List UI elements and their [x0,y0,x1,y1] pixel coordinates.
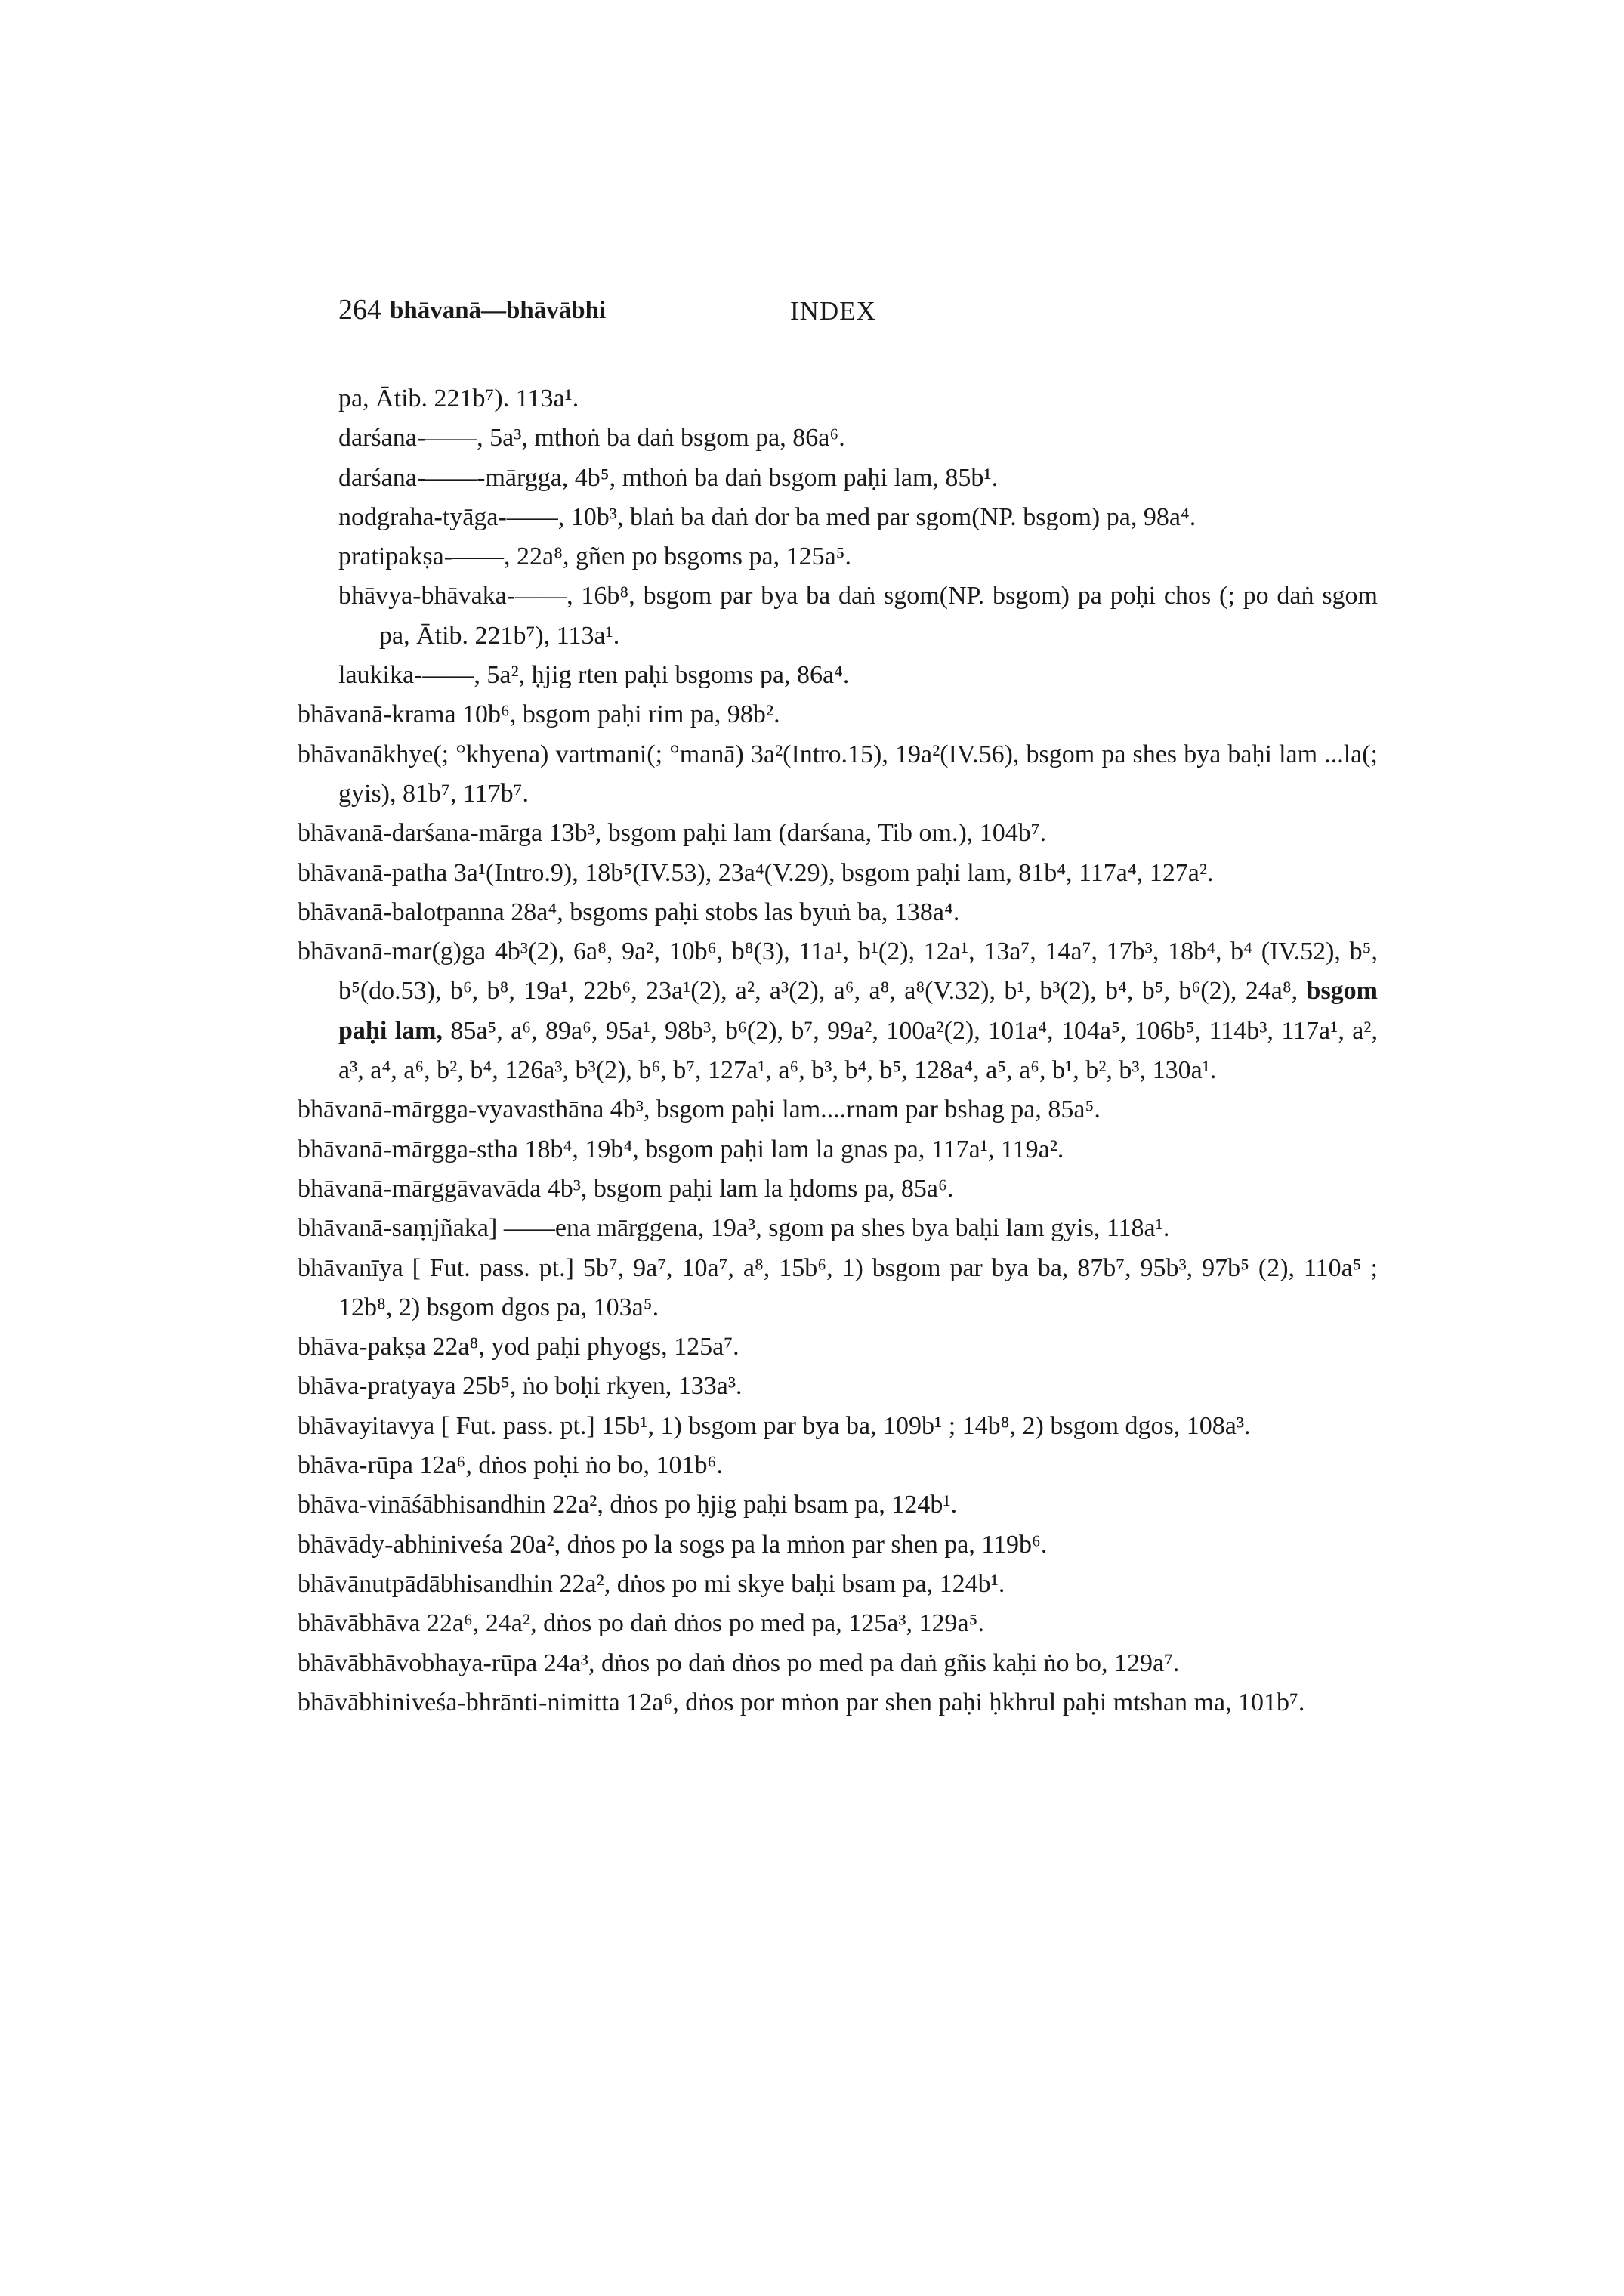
index-entry: bhāvādy-abhiniveśa 20a², dṅos po la sogs pa la mṅon par shen pa, 119b⁶. [298,1530,1048,1559]
index-entry: bhāvanā-saṃjñaka] ——ena mārggena, 19a³, sgom pa shes bya baḥi lam gyis, 118a¹. [298,1214,1170,1243]
index-entry: bhāvanā-balotpanna 28a⁴, bsgoms paḥi stobs las byuṅ ba, 138a⁴. [298,898,960,926]
bold-translation: bsgom paḥi lam, [338,977,1378,1045]
index-entry: bhāvanākhye(; °khyena) vartmani(; °manā) 3a²(Intro.15), 19a²(IV.56), bsgom pa shes bya baḥi lam ...la(; gyis), 81b⁷, 117b⁷. [298,740,1378,808]
index-subentry: laukika-——, 5a², ḥjig rten paḥi bsgoms pa, 86a⁴. [338,661,850,690]
index-subentry: darśana-——, 5a³, mthoṅ ba daṅ bsgom pa, 86a⁶. [338,424,845,453]
index-entry [298,932,1378,1090]
entry-text: 85a⁵, a⁶, 89a⁶, 95a¹, 98b³, b⁶(2), b⁷, 99a², 100a²(2), 101a⁴, 104a⁵, 106b⁵, 114b³, 117a¹, a², a³, a⁴, a⁶, b², b⁴, 126a³, b³(2), b⁶, b⁷, 127a¹, a⁶, b³, b⁴, b⁵, 128a⁴, a⁵, a⁶, b¹, b², b³, 130a¹. [338,1016,1378,1085]
page-header [338,293,1471,338]
index-entry: bhāvanā-mārggāvavāda 4b³, bsgom paḥi lam la ḥdoms pa, 85a⁶. [298,1174,954,1203]
running-head: bhāvanā—bhāvābhi [390,297,607,324]
index-subentry: nodgraha-tyāga-——, 10b³, blaṅ ba daṅ dor ba med par sgom(NP. bsgom) pa, 98a⁴. [338,502,1196,531]
index-entry: bhāva-pratyaya 25b⁵, ṅo boḥi rkyen, 133a³. [298,1372,743,1401]
index-entry: bhāvanā-patha 3a¹(Intro.9), 18b⁵(IV.53), 23a⁴(V.29), bsgom paḥi lam, 81b⁴, 117a⁴, 127a². [298,858,1214,887]
index-entry: bhāvānutpādābhisandhin 22a², dṅos po mi skye baḥi bsam pa, 124b¹. [298,1569,1005,1598]
index-entry: bhāvābhāva 22a⁶, 24a², dṅos po daṅ dṅos po med pa, 125a³, 129a⁵. [298,1609,985,1638]
index-entry: bhāvanā-mārgga-vyavasthāna 4b³, bsgom paḥi lam....rnam par bshag pa, 85a⁵. [298,1095,1101,1124]
index-entry: bhāva-vināśābhisandhin 22a², dṅos po ḥjig paḥi bsam pa, 124b¹. [298,1491,958,1519]
index-entry: bhāvanīya [ Fut. pass. pt.] 5b⁷, 9a⁷, 10a⁷, a⁸, 15b⁶, 1) bsgom par bya ba, 87b⁷, 95b³, 97b⁵ (2), 110a⁵ ; 12b⁸, 2) bsgom dgos pa, 103a⁵. [298,1253,1378,1321]
index-entry: bhāvanā-mārgga-stha 18b⁴, 19b⁴, bsgom paḥi lam la gnas pa, 117a¹, 119a². [298,1135,1064,1163]
index-entry: bhāvābhāvobhaya-rūpa 24a³, dṅos po daṅ dṅos po med pa daṅ gñis kaḥi ṅo bo, 129a⁷. [298,1649,1180,1677]
index-entry: bhāvayitavya [ Fut. pass. pt.] 15b¹, 1) bsgom par bya ba, 109b¹ ; 14b⁸, 2) bsgom dgos, 108a³. [298,1411,1251,1440]
index-entries [298,379,1378,1723]
entry-text: bhāvanā-mar(g)ga 4b³(2), 6a⁸, 9a², 10b⁶, b⁸(3), 11a¹, b¹(2), 12a¹, 13a⁷, 14a⁷, 17b³, 18b⁴, b⁴ (IV.52), b⁵, b⁵(do.53), b⁶, b⁸, 19a¹, 22b⁶, 23a¹(2), a², a³(2), a⁶, a⁸, a⁸(V.32), b¹, b³(2), b⁴, b⁵, b⁶(2), 24a⁸, [298,938,1378,1006]
index-subentry: bhāvya-bhāvaka-——, 16b⁸, bsgom par bya ba daṅ sgom(NP. bsgom) pa poḥi chos (; po daṅ sgom pa, Ātib. 221b⁷), 113a¹. [338,582,1378,650]
index-subentry: darśana-——-mārgga, 4b⁵, mthoṅ ba daṅ bsgom paḥi lam, 85b¹. [338,463,999,492]
index-subentry: pratipakṣa-——, 22a⁸, gñen po bsgoms pa, 125a⁵. [338,542,852,571]
index-entry: pa, Ātib. 221b⁷). 113a¹. [338,385,579,413]
page-number: 264 [338,294,381,326]
index-entry: bhāvābhiniveśa-bhrānti-nimitta 12a⁶, dṅos por mṅon par shen paḥi ḥkhrul paḥi mtshan ma, 101b⁷. [298,1688,1305,1717]
index-entry: bhāva-pakṣa 22a⁸, yod paḥi phyogs, 125a⁷. [298,1333,739,1361]
section-title: INDEX [790,296,876,326]
index-entry: bhāvanā-darśana-mārga 13b³, bsgom paḥi lam (darśana, Tib om.), 104b⁷. [298,819,1047,848]
index-entry: bhāvanā-krama 10b⁶, bsgom paḥi rim pa, 98b². [298,700,780,729]
index-entry: bhāva-rūpa 12a⁶, dṅos poḥi ṅo bo, 101b⁶. [298,1451,723,1480]
